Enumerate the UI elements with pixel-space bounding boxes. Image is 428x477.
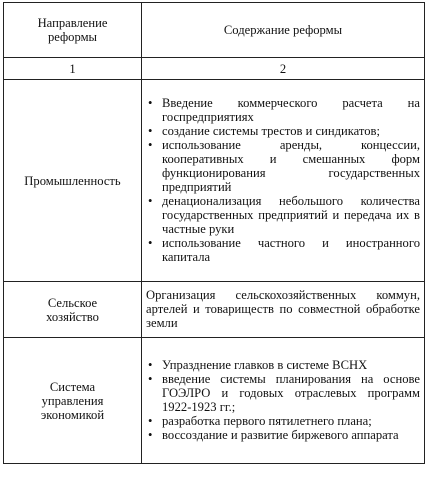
number-col1: 1 xyxy=(4,58,142,80)
direction-agriculture-text: Сельское хозяйство xyxy=(46,295,99,324)
direction-agriculture xyxy=(4,282,142,338)
direction-industry: Промышленность xyxy=(4,80,142,282)
list-item: • использование аренды, концессии, кооперативных и смешанных форм функционирования государственных предприятий xyxy=(146,138,420,194)
header-content-text: Содержание реформы xyxy=(223,23,343,37)
number-col2: 2 xyxy=(142,58,425,80)
reforms-table-container xyxy=(3,2,424,464)
header-row xyxy=(4,3,425,58)
header-direction xyxy=(4,3,142,58)
management-list xyxy=(146,358,420,442)
list-item: • воссоздание и развитие биржевого аппарата xyxy=(146,428,420,442)
number-row xyxy=(4,58,425,80)
list-item: • денационализация небольшого количества государственных предприятий и передача их в частные руки xyxy=(146,194,420,236)
content-management xyxy=(142,338,425,464)
header-content xyxy=(142,3,425,58)
table-row xyxy=(4,282,425,338)
header-direction-text: Направление реформы xyxy=(37,16,108,44)
table-row xyxy=(4,80,425,282)
industry-list xyxy=(146,96,420,264)
table-row xyxy=(4,338,425,464)
content-agriculture xyxy=(142,282,425,338)
list-item: • разработка первого пятилетнего плана; xyxy=(146,414,420,428)
list-item: • Упразднение главков в системе ВСНХ xyxy=(146,358,420,372)
list-item: • Введение коммерческого расчета на госпредприятиях xyxy=(146,96,420,124)
content-industry xyxy=(142,80,425,282)
reforms-table xyxy=(3,2,425,464)
direction-management xyxy=(4,338,142,464)
list-item: • использование частного и иностранного капитала xyxy=(146,236,420,264)
list-item: • введение системы планирования на основе ГОЭЛРО и годовых отраслевых программ 1922-1923 гг.; xyxy=(146,372,420,414)
agriculture-text: Организация сельскохозяйственных коммун, артелей и товариществ по совместной обработке земли xyxy=(146,288,420,330)
direction-management-text: Система управления экономикой xyxy=(40,379,105,422)
list-item: • создание системы трестов и синдикатов; xyxy=(146,124,420,138)
